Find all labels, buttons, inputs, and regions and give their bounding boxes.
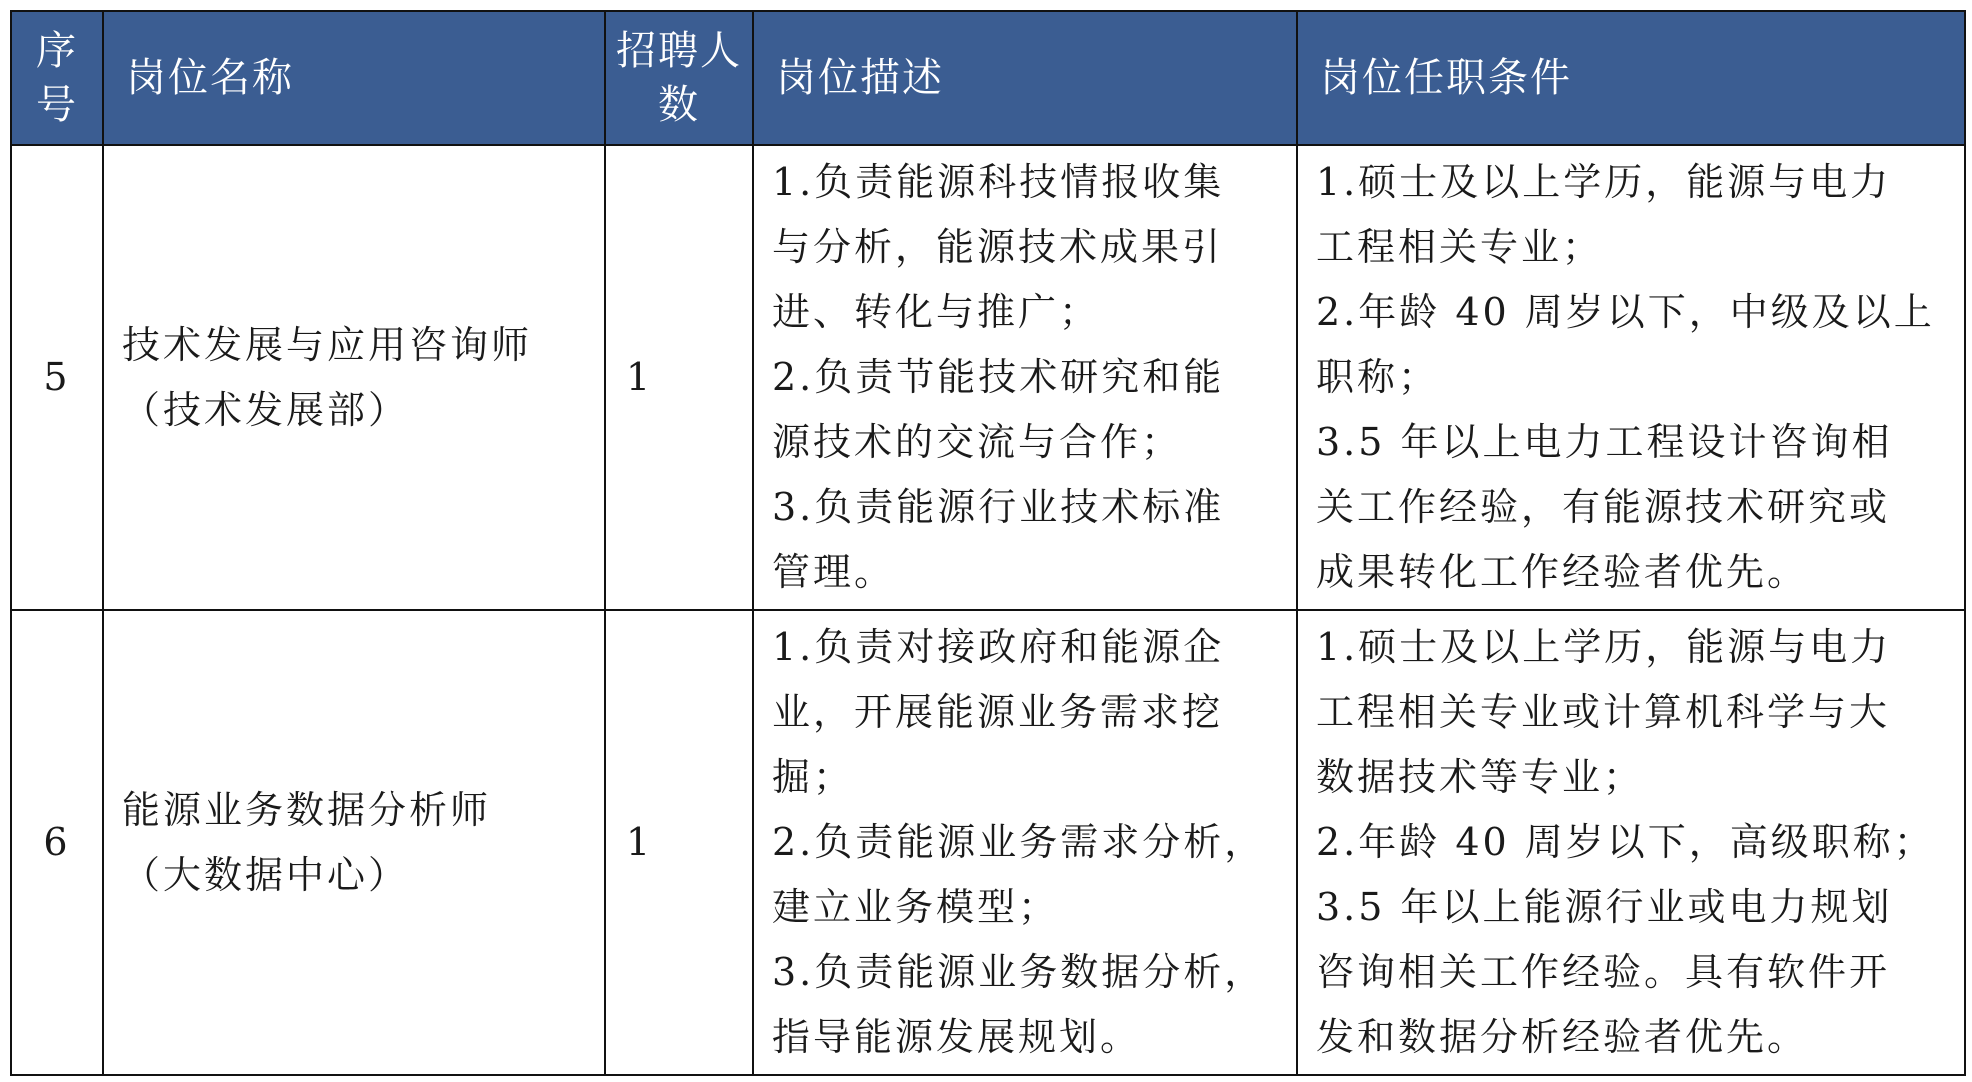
- description-line: 源技术的交流与合作；: [772, 420, 1183, 464]
- requirement-line: 工程相关专业或计算机科学与大: [1316, 690, 1891, 734]
- description-cell: [753, 145, 1297, 610]
- requirement-line: 工程相关专业；: [1316, 225, 1604, 269]
- description-line: 业，开展能源业务需求挖: [772, 690, 1224, 734]
- row-seq: 6: [11, 610, 103, 1075]
- requirement-line: 3.5 年以上能源行业或电力规划: [1316, 885, 1893, 929]
- hire-count: 1: [605, 145, 753, 610]
- requirement-line: 2.年龄 40 周岁以下，高级职称；: [1316, 820, 1935, 864]
- header-description: 岗位描述: [753, 11, 1297, 145]
- description-line: 3.负责能源业务数据分析，: [772, 950, 1266, 994]
- table-header-row: [11, 11, 1965, 145]
- description-cell: [753, 610, 1297, 1075]
- description-line: 与分析，能源技术成果引: [772, 225, 1224, 269]
- description-line: 2.负责能源业务需求分析，: [772, 820, 1266, 864]
- requirements-cell: [1297, 610, 1965, 1075]
- position-title: 能源业务数据分析师: [122, 787, 492, 832]
- requirement-line: 1.硕士及以上学历，能源与电力: [1316, 160, 1892, 204]
- description-line: 掘；: [772, 755, 855, 799]
- job-table: [10, 10, 1966, 1076]
- header-count: 招聘人数: [605, 11, 753, 145]
- requirement-line: 职称；: [1316, 355, 1440, 399]
- position-department: （大数据中心）: [122, 852, 410, 897]
- requirement-line: 发和数据分析经验者优先。: [1316, 1015, 1809, 1059]
- table-row: [11, 610, 1965, 1075]
- requirement-line: 咨询相关工作经验。具有软件开: [1316, 950, 1891, 994]
- requirement-line: 关工作经验，有能源技术研究或: [1316, 485, 1891, 529]
- description-line: 1.负责能源科技情报收集: [772, 160, 1225, 204]
- description-line: 3.负责能源行业技术标准: [772, 485, 1225, 529]
- position-title-cell: [103, 145, 605, 610]
- header-requirements: 岗位任职条件: [1297, 11, 1965, 145]
- hire-count: 1: [605, 610, 753, 1075]
- position-title-cell: [103, 610, 605, 1075]
- description-line: 管理。: [772, 550, 896, 594]
- header-seq: 序号: [11, 11, 103, 145]
- table-row: [11, 145, 1965, 610]
- requirement-line: 1.硕士及以上学历，能源与电力: [1316, 625, 1892, 669]
- row-seq: 5: [11, 145, 103, 610]
- requirement-line: 成果转化工作经验者优先。: [1316, 550, 1809, 594]
- requirement-line: 2.年龄 40 周岁以下，中级及以上: [1316, 290, 1935, 334]
- requirement-line: 数据技术等专业；: [1316, 755, 1645, 799]
- description-line: 建立业务模型；: [772, 885, 1060, 929]
- description-line: 进、转化与推广；: [772, 290, 1101, 334]
- description-line: 1.负责对接政府和能源企: [772, 625, 1225, 669]
- position-title: 技术发展与应用咨询师: [122, 322, 533, 367]
- requirement-line: 3.5 年以上电力工程设计咨询相: [1316, 420, 1893, 464]
- description-line: 指导能源发展规划。: [772, 1015, 1142, 1059]
- position-department: （技术发展部）: [122, 387, 410, 432]
- requirements-cell: [1297, 145, 1965, 610]
- header-name: 岗位名称: [103, 11, 605, 145]
- description-line: 2.负责节能技术研究和能: [772, 355, 1225, 399]
